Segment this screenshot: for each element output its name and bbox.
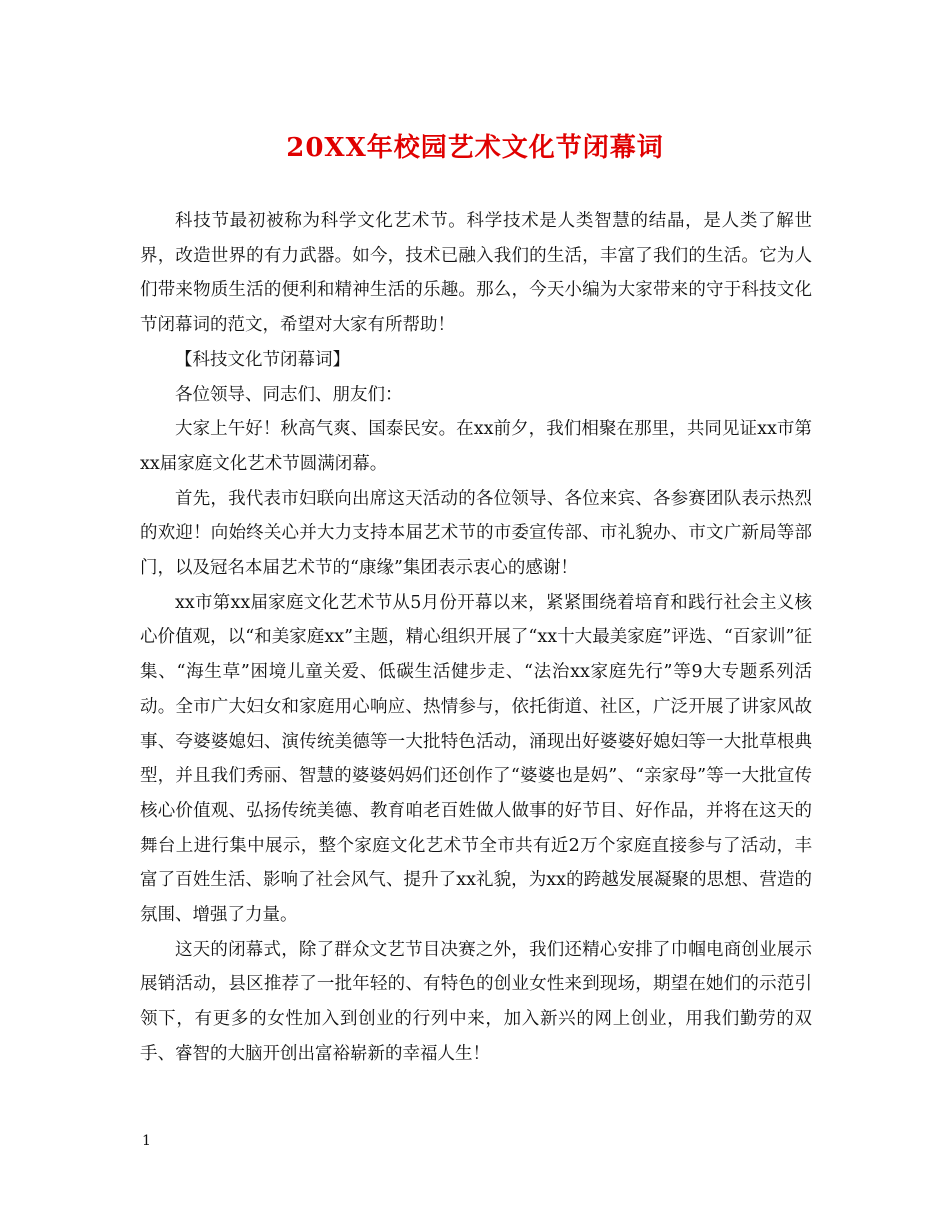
page-number: 1	[142, 1133, 151, 1149]
paragraph-activities: xx市第xx届家庭文化艺术节从5月份开幕以来，紧紧围绕着培育和践行社会主义核心价值观，以“和美家庭xx”主题，精心组织开展了“xx十大最美家庭”评选、“百家训”征集、“海生草”困境儿童关爱、低碳生活健步走、“法治xx家庭先行”等9大专题系列活动。全市广大妇女和家庭用心响应、热情参与，依托街道、社区，广泛开展了讲家风故事、夸婆婆媳妇、演传统美德等一大批特色活动，涌现出好婆婆好媳妇等一大批草根典型，并且我们秀丽、智慧的婆婆妈妈们还创作了“婆婆也是妈”、“亲家母”等一大批宣传核心价值观、弘扬传统美德、教育咱老百姓做人做事的好节目、好作品，并将在这天的舞台上进行集中展示，整个家庭文化艺术节全市共有近2万个家庭直接参与了活动，丰富了百姓生活、影响了社会风气、提升了xx礼貌，为xx的跨越发展凝聚的思想、营造的氛围、增强了力量。	[140, 592, 812, 926]
paragraph-closing: 这天的闭幕式，除了群众文艺节目决赛之外，我们还精心安排了巾帼电商创业展示展销活动，县区推荐了一批年轻的、有特色的创业女性来到现场，期望在她们的示范引领下，有更多的女性加入到创业的行列中来，加入新兴的网上创业，用我们勤劳的双手、睿智的大脑开创出富裕崭新的幸福人生！	[140, 939, 812, 1064]
paragraph-section-heading: 【科技文化节闭幕词】	[175, 349, 350, 370]
paragraph-thanks: 首先，我代表市妇联向出席这天活动的各位领导、各位来宾、各参赛团队表示热烈的欢迎！向始终关心并大力支持本届艺术节的市委宣传部、市礼貌办、市文广新局等部门，以及冠名本届艺术节的“康缘”集团表示衷心的感谢！	[140, 488, 812, 579]
document-title: 20XX年校园艺术文化节闭幕词	[286, 133, 664, 163]
paragraph-intro: 科技节最初被称为科学文化艺术节。科学技术是人类智慧的结晶，是人类了解世界，改造世界的有力武器。如今，技术已融入我们的生活，丰富了我们的生活。它为人们带来物质生活的便利和精神生活的乐趣。那么，今天小编为大家带来的守于科技文化节闭幕词的范文，希望对大家有所帮助！	[140, 211, 812, 336]
paragraph-salutation: 各位领导、同志们、朋友们：	[175, 384, 403, 405]
paragraph-greeting: 大家上午好！秋高气爽、国泰民安。在xx前夕，我们相聚在那里，共同见证xx市第xx届家庭文化艺术节圆满闭幕。	[140, 419, 812, 474]
document-body	[140, 204, 812, 1072]
